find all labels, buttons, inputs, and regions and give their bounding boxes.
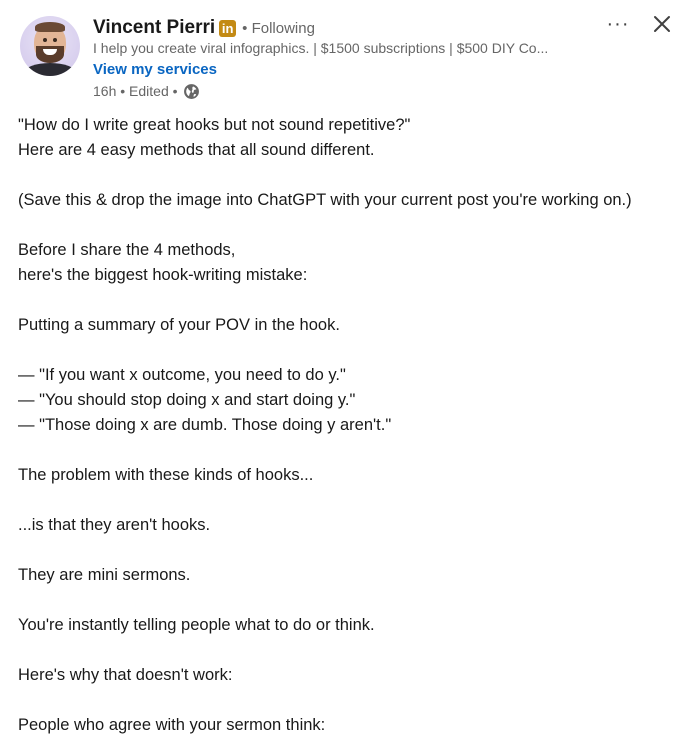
more-horizontal-icon: ···: [606, 12, 630, 35]
post-line: [18, 538, 683, 563]
author-headline: I help you create viral infographics. | $1500 subscriptions | $500 DIY Co...: [93, 40, 549, 56]
author-name[interactable]: Vincent Pierri: [93, 17, 216, 38]
post-line: ...is that they aren't hooks.: [18, 516, 211, 534]
post-body: [18, 113, 683, 738]
close-button[interactable]: [648, 10, 676, 38]
post-line: [18, 213, 683, 238]
post-line: [18, 688, 683, 713]
post-meta: [93, 81, 200, 101]
post-line: You're instantly telling people what to do or think.: [18, 616, 375, 634]
post-line: "How do I write great hooks but not sound repetitive?": [18, 116, 411, 134]
linkedin-premium-icon: in: [219, 20, 236, 37]
post-line: — "Those doing x are dumb. Those doing y aren't.": [18, 416, 392, 434]
more-options-button[interactable]: [604, 10, 632, 38]
post-line: Putting a summary of your POV in the hook.: [18, 316, 340, 334]
view-services-link[interactable]: View my services: [93, 61, 217, 78]
post-time: 16h • Edited •: [93, 83, 178, 99]
post-line: Here are 4 easy methods that all sound different.: [18, 141, 375, 159]
author-avatar[interactable]: [20, 16, 80, 76]
post-line: [18, 338, 683, 363]
post-line: [18, 163, 683, 188]
post-line: Before I share the 4 methods,: [18, 241, 236, 259]
post-line: Here's why that doesn't work:: [18, 666, 233, 684]
post-line: The problem with these kinds of hooks...: [18, 466, 314, 484]
close-icon: [653, 15, 671, 33]
post-line: [18, 438, 683, 463]
post-line: People who agree with your sermon think:: [18, 716, 326, 734]
post-line: They are mini sermons.: [18, 566, 191, 584]
post-line: [18, 588, 683, 613]
author-name-line: [93, 16, 315, 40]
post-line: (Save this & drop the image into ChatGPT with your current post you're working on.): [18, 191, 632, 209]
globe-icon: [183, 83, 200, 100]
post-line: here's the biggest hook-writing mistake:: [18, 266, 308, 284]
post-line: [18, 638, 683, 663]
follow-status: • Following: [242, 19, 315, 37]
post-line: — "If you want x outcome, you need to do y.": [18, 366, 346, 384]
post-line: [18, 488, 683, 513]
post-line: — "You should stop doing x and start doing y.": [18, 391, 356, 409]
post-line: [18, 288, 683, 313]
